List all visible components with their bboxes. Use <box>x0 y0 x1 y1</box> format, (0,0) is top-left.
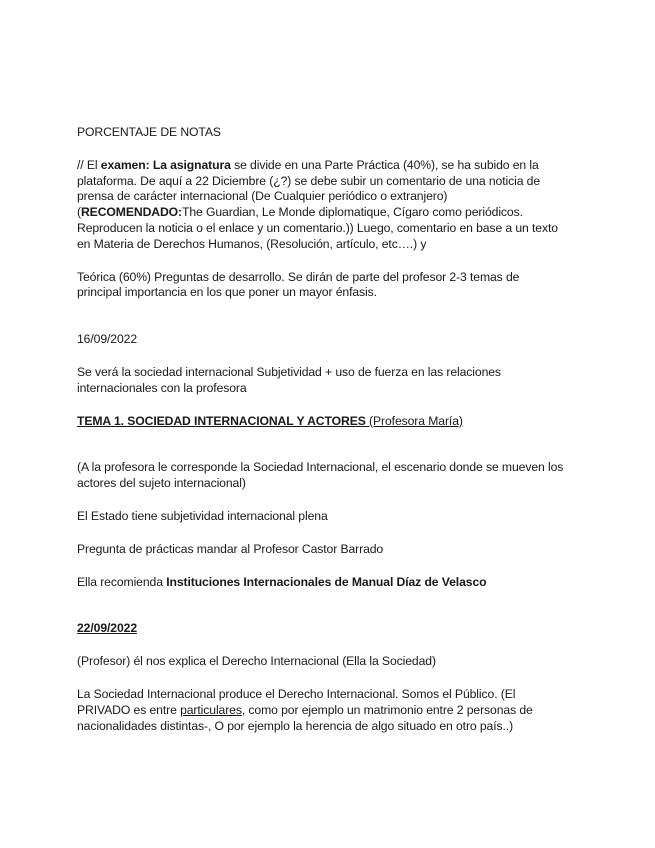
exam-line-6: en Materia de Derechos Humanos, (Resolución, artículo, etc….) y <box>77 236 427 251</box>
intro-line-1: Se verá la sociedad internacional Subjetividad + uso de fuerza en las relaciones <box>77 364 501 379</box>
particulares-underlined: particulares <box>180 702 242 717</box>
teorica-line-1: Teórica (60%) Preguntas de desarrollo. Se dirán de parte del profesor 2-3 temas de <box>77 269 520 284</box>
exam-line-3: prensa de carácter internacional (De Cualquier periódico o extranjero) <box>77 189 448 204</box>
sociedad-line-1: La Sociedad Internacional produce el Derecho Internacional. Somos el Público. (El <box>77 686 516 701</box>
exam-line-2: plataforma. De aquí a 22 Diciembre (¿?) se debe subir un comentario de una noticia de <box>77 173 541 188</box>
date-heading-2: 22/09/2022 <box>77 621 137 636</box>
section-title: PORCENTAJE DE NOTAS <box>77 125 221 139</box>
estado-line: El Estado tiene subjetividad internacional plena <box>77 508 328 523</box>
exam-line-1: // El examen: La asignatura se divide en una Parte Práctica (40%), se ha subido en la <box>77 157 539 172</box>
document-page <box>77 125 592 734</box>
pregunta-line: Pregunta de prácticas mandar al Profesor Castor Barrado <box>77 541 384 556</box>
exam-paragraph <box>77 158 592 253</box>
sociedad-paragraph <box>77 687 592 734</box>
exam-line-4: (RECOMENDADO:The Guardian, Le Monde diplomatique, Cígaro como periódicos. <box>77 205 523 220</box>
date-heading-1: 16/09/2022 <box>77 332 137 347</box>
profesora-line-2: actores del sujeto internacional) <box>77 476 246 491</box>
sociedad-line-3: nacionalidades distintas-, O por ejemplo la herencia de algo situado en otro país..) <box>77 718 514 733</box>
sociedad-line-2: PRIVADO es entre particulares, como por ejemplo un matrimonio entre 2 personas de <box>77 702 533 717</box>
intro-paragraph <box>77 365 592 397</box>
exam-line-5: Reproducen la noticia o el enlace y un comentario.)) Luego, comentario en base a un texto <box>77 220 558 235</box>
teorica-line-2: principal importancia en los que poner un mayor énfasis. <box>77 285 377 300</box>
intro-line-2: internacionales con la profesora <box>77 380 247 395</box>
explica-line: (Profesor) él nos explica el Derecho Internacional (Ella la Sociedad) <box>77 654 436 669</box>
profesora-line-1: (A la profesora le corresponde la Sociedad Internacional, el escenario donde se mueven los <box>77 460 564 475</box>
recomienda-line: Ella recomienda Instituciones Internacionales de Manual Díaz de Velasco <box>77 574 487 589</box>
tema-heading: TEMA 1. SOCIEDAD INTERNACIONAL Y ACTORES (Profesora María) <box>77 413 463 428</box>
profesora-paragraph <box>77 460 592 492</box>
teorica-paragraph <box>77 270 592 302</box>
